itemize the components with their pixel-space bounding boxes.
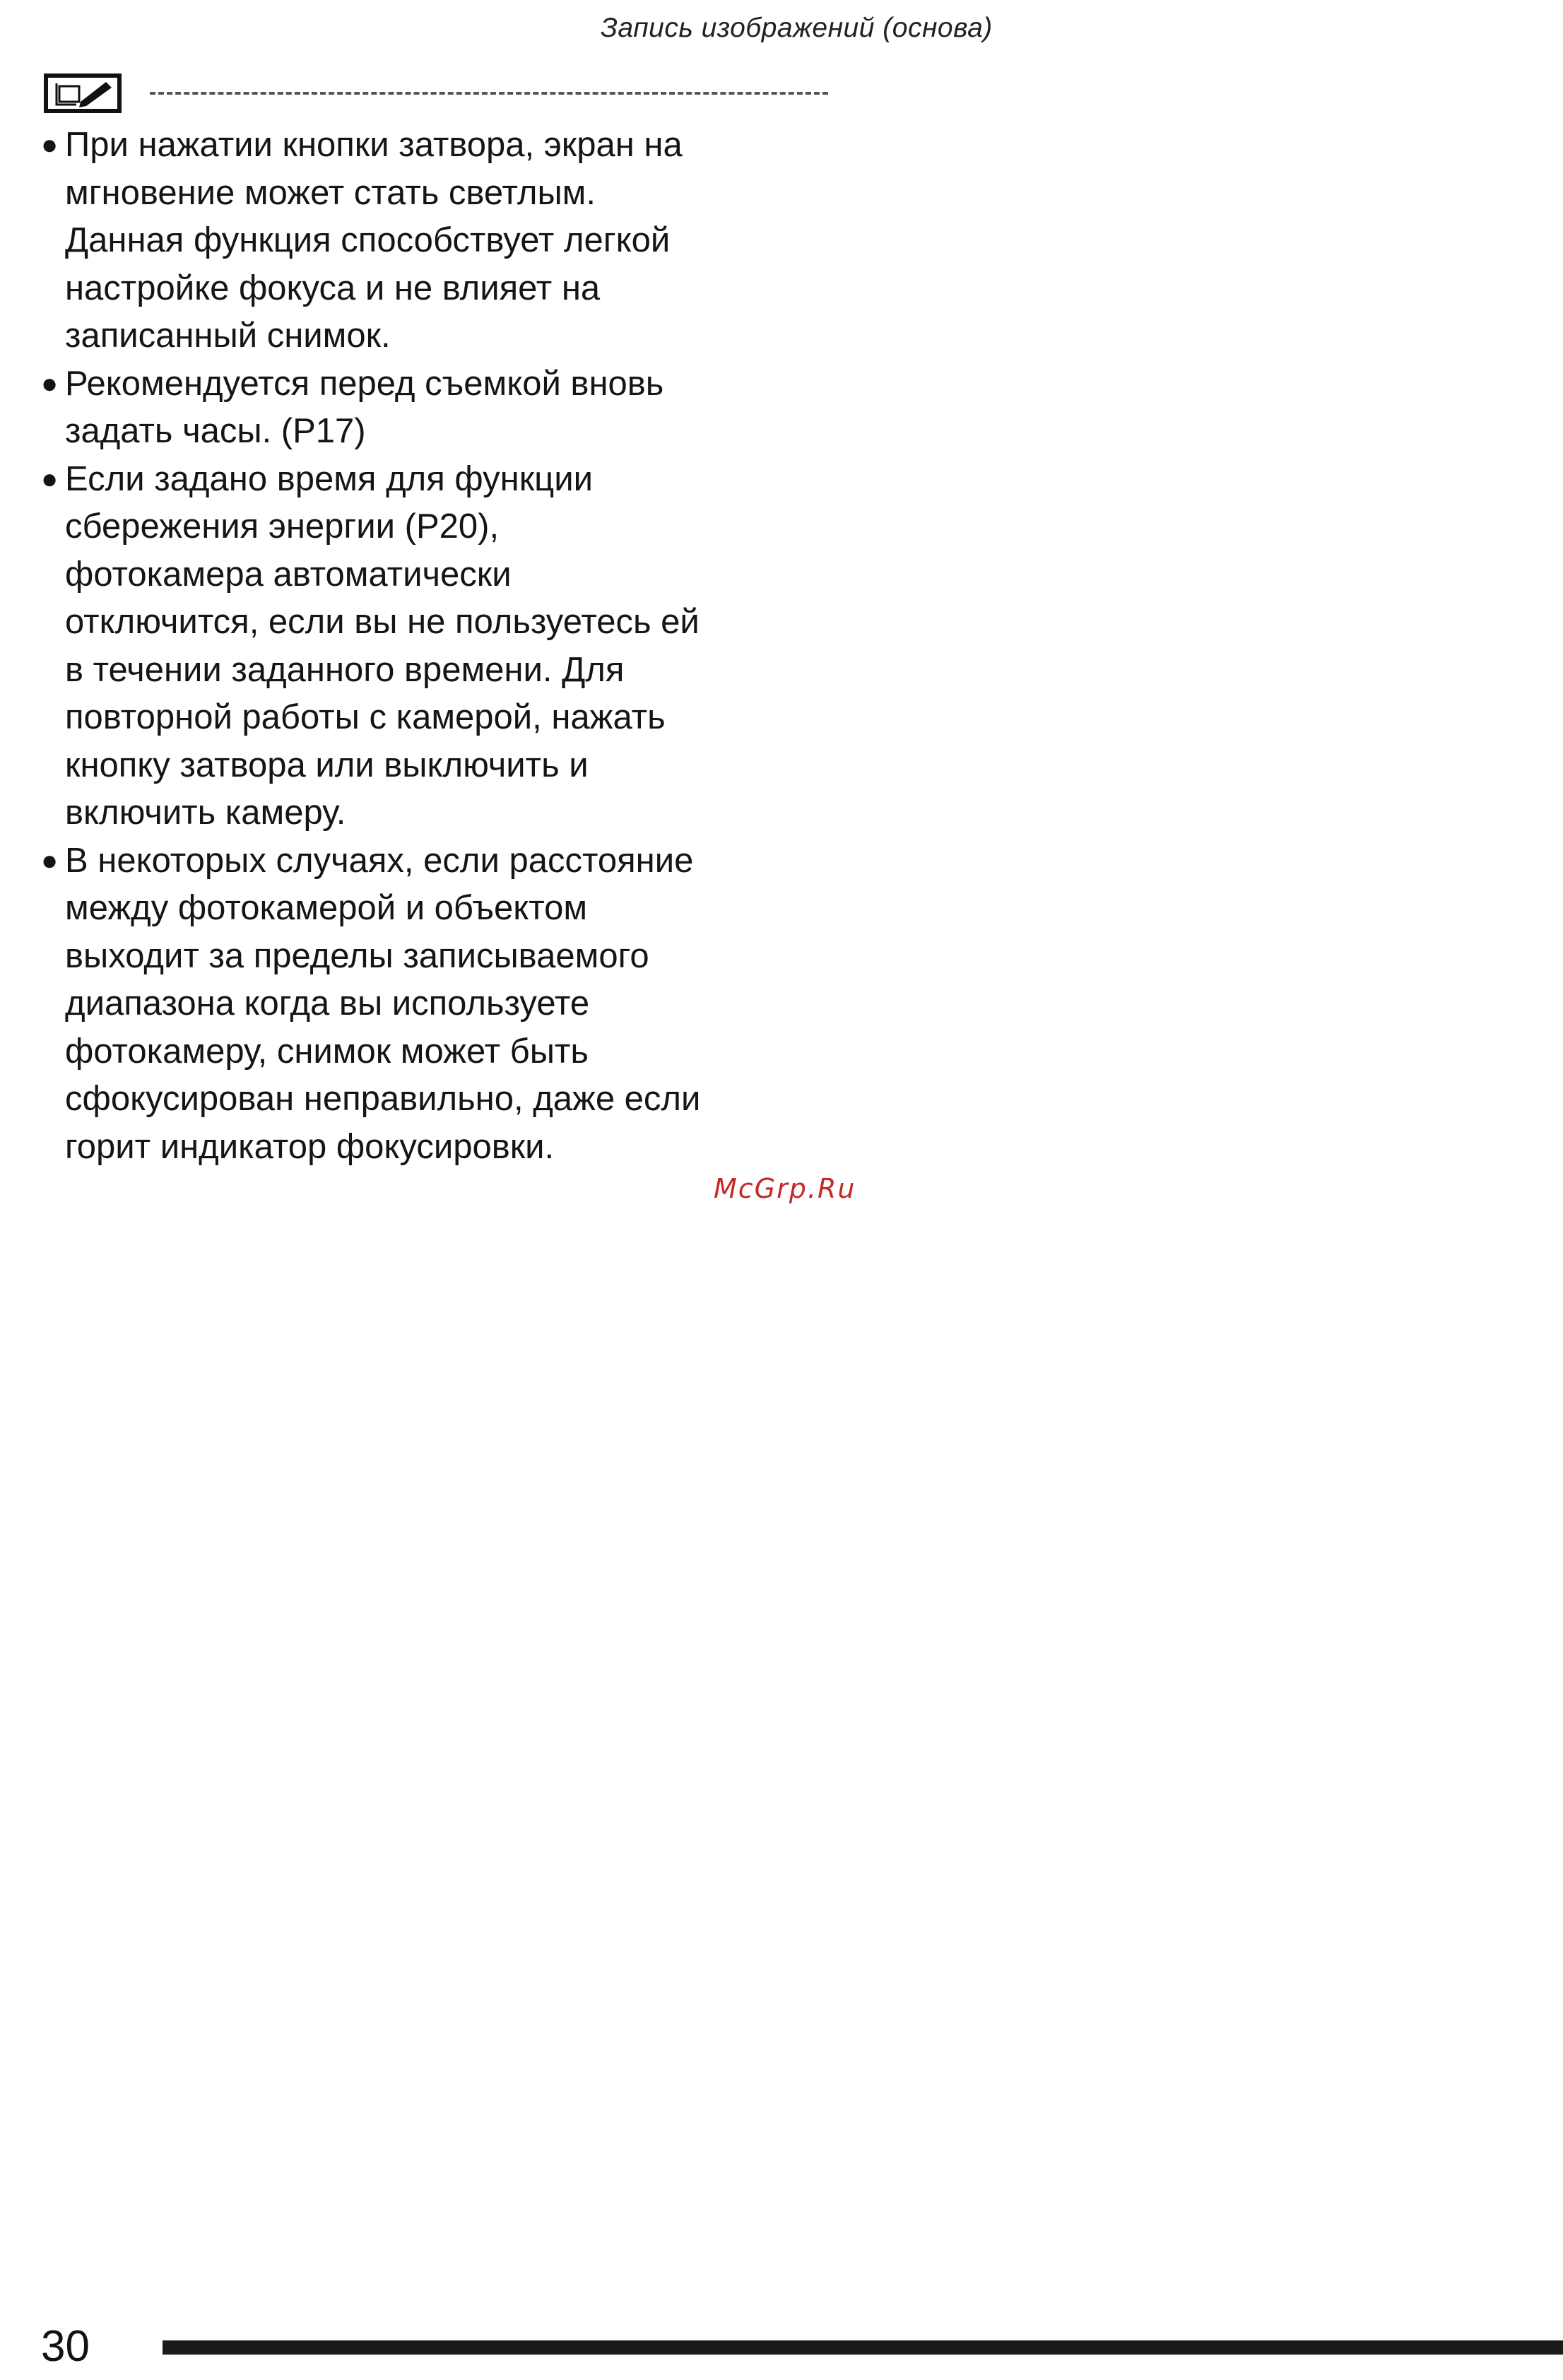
bullet-icon: ● — [41, 129, 59, 160]
note-item — [41, 456, 818, 837]
bullet-icon: ● — [41, 463, 59, 495]
bullet-icon: ● — [41, 844, 59, 876]
note-text: При нажатии кнопки затвора, экран на мгновение может стать светлым. Данная функция способствует легкой настройке фокуса и не влияет на записанный снимок. — [65, 126, 683, 355]
note-text: Если задано время для функции сбережения энергии (P20), фотокамера автоматически отключится, если вы не пользуетесь ей в течении заданного времени. Для повторной работы с камерой, нажать кнопку затвора или выключить и включить камеру. — [65, 459, 700, 832]
footer-rule — [163, 2340, 1563, 2355]
dashed-rule — [150, 92, 828, 95]
bullet-icon: ● — [41, 367, 59, 399]
page-number: 30 — [41, 2322, 90, 2371]
note-text: Рекомендуется перед съемкой вновь задать часы. (P17) — [65, 364, 664, 450]
note-text: В некоторых случаях, если расстояние между фотокамерой и объектом выходит за пределы записываемого диапазона когда вы используете фотокамеру, снимок может быть сфокусирован неправильно, даже если горит индикатор фокусировки. — [65, 841, 701, 1166]
note-divider — [44, 73, 779, 109]
running-header: Запись изображений (основа) — [601, 13, 993, 43]
note-item — [41, 122, 818, 360]
note-icon — [44, 73, 123, 114]
note-item — [41, 360, 818, 456]
note-list — [41, 122, 818, 1171]
note-item — [41, 837, 818, 1172]
watermark: McGrp.Ru — [714, 1173, 856, 1204]
